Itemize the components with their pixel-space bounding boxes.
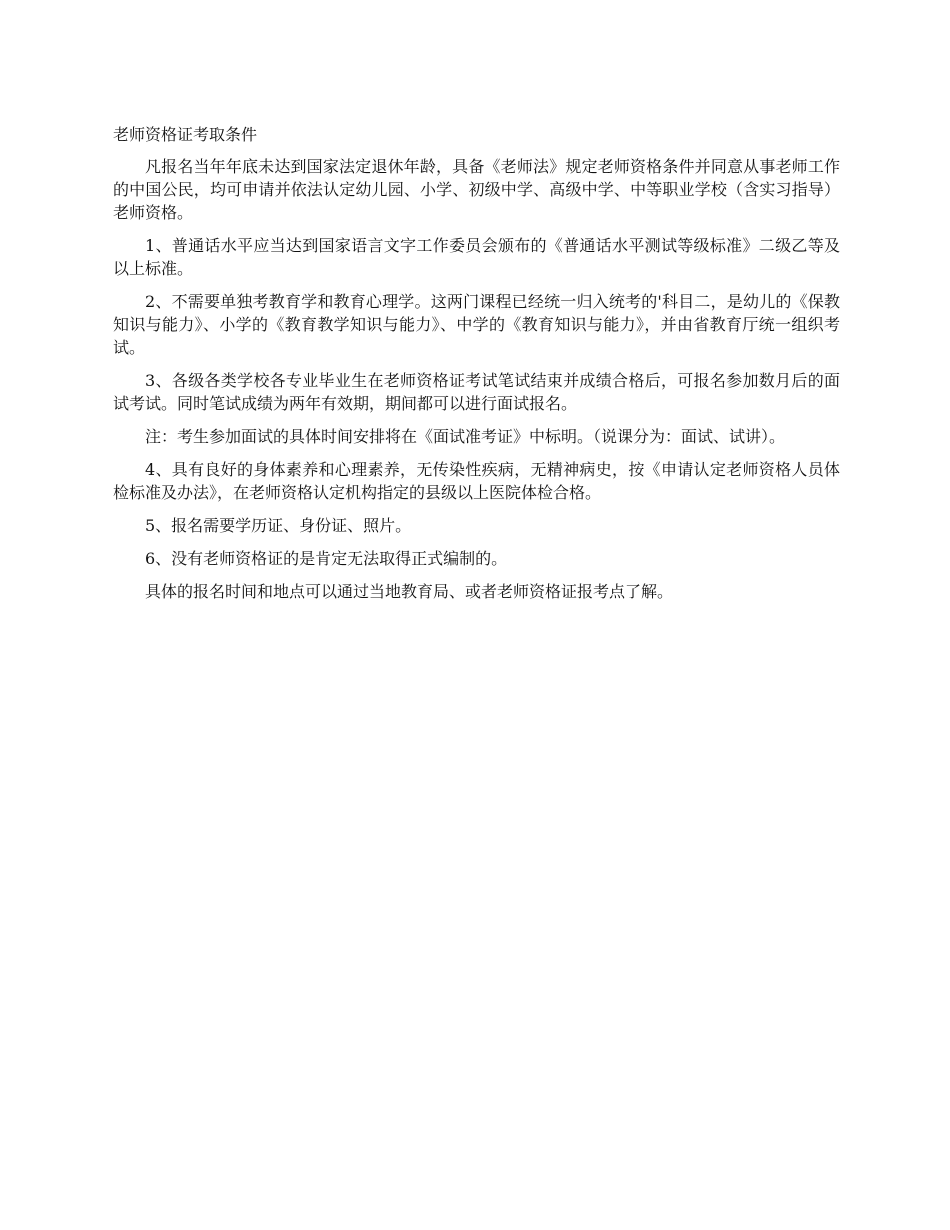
document-body: [113, 123, 840, 613]
paragraph-closing: 具体的报名时间和地点可以通过当地教育局、或者老师资格证报考点了解。: [145, 582, 674, 601]
paragraph-item-5: 5、报名需要学历证、身份证、照片。: [145, 516, 412, 535]
paragraph-note: 注：考生参加面试的具体时间安排将在《面试准考证》中标明。（说课分为：面试、试讲）。: [145, 427, 786, 446]
document-title: 老师资格证考取条件: [113, 125, 258, 144]
paragraph-item-3: 3、各级各类学校各专业毕业生在老师资格证考试笔试结束并成绩合格后，可报名参加数月后的面试考试。同时笔试成绩为两年有效期，期间都可以进行面试报名。: [113, 371, 840, 413]
paragraph-item-6: 6、没有老师资格证的是肯定无法取得正式编制的。: [145, 549, 508, 568]
paragraph-intro: 凡报名当年年底未达到国家法定退休年龄，具备《老师法》规定老师资格条件并同意从事老师工作的中国公民，均可申请并依法认定幼儿园、小学、初级中学、高级中学、中等职业学校（含实习指导）老师资格。: [113, 157, 840, 222]
paragraph-item-4: 4、具有良好的身体素养和心理素养，无传染性疾病，无精神病史，按《申请认定老师资格人员体检标准及办法》，在老师资格认定机构指定的县级以上医院体检合格。: [113, 460, 840, 502]
paragraph-item-2: 2、不需要单独考教育学和教育心理学。这两门课程已经统一归入统考的'科目二，是幼儿的《保教知识与能力》、小学的《教育教学知识与能力》、中学的《教育知识与能力》，并由省教育厅统一组织考试。: [113, 292, 840, 357]
paragraph-item-1: 1、普通话水平应当达到国家语言文字工作委员会颁布的《普通话水平测试等级标准》二级乙等及以上标准。: [113, 236, 840, 278]
